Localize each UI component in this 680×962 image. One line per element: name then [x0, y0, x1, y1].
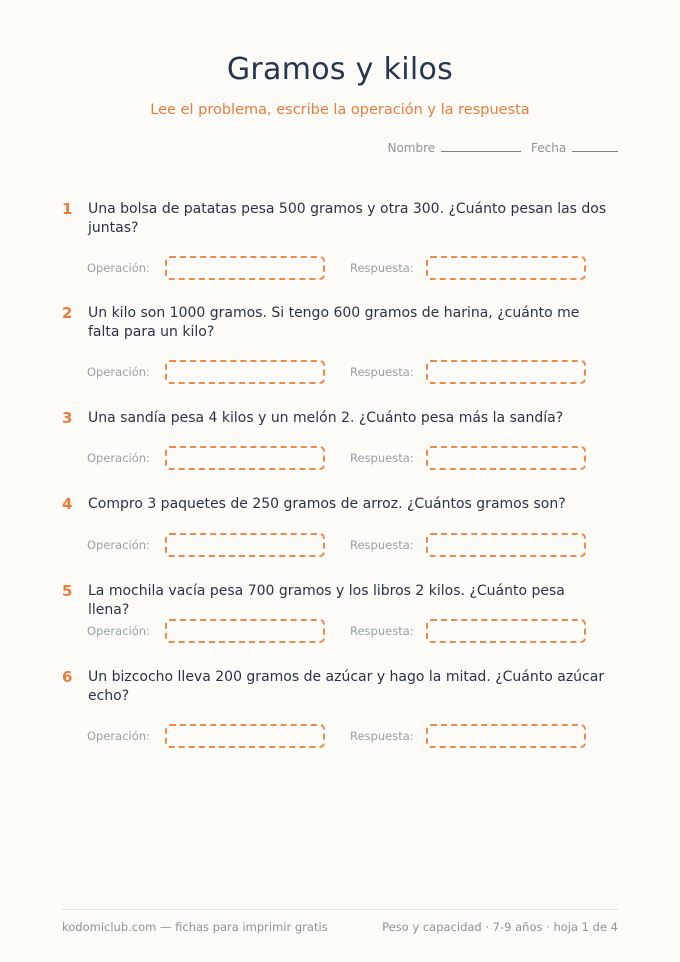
operation-box[interactable] [165, 533, 325, 557]
footer-page-info: Peso y capacidad · 7-9 años · hoja 1 de 4 [382, 920, 618, 934]
answer-box[interactable] [426, 256, 586, 280]
problem-text: Una bolsa de patatas pesa 500 gramos y otra 300. ¿Cuánto pesan las dos juntas? [88, 201, 607, 236]
problem-text: Una sandía pesa 4 kilos y un melón 2. ¿Cuánto pesa más la sandía? [88, 410, 564, 426]
answer-row [87, 724, 586, 748]
answer-box[interactable] [426, 533, 586, 557]
problem-number: 3 [62, 409, 73, 427]
problem-number: 6 [62, 668, 73, 686]
date-field[interactable] [531, 139, 618, 155]
operation-label: Operación: [87, 451, 150, 465]
footer-divider [62, 909, 618, 910]
operation-box[interactable] [165, 446, 325, 470]
footer-site: kodomiclub.com — fichas para imprimir gratis [62, 920, 328, 934]
answer-row [87, 360, 586, 384]
problem-text: Compro 3 paquetes de 250 gramos de arroz. ¿Cuántos gramos son? [88, 496, 566, 512]
problem-text: Un bizcocho lleva 200 gramos de azúcar y hago la mitad. ¿Cuánto azúcar echo? [88, 669, 605, 704]
problem-number: 2 [62, 304, 73, 322]
answer-box[interactable] [426, 619, 586, 643]
name-label: Nombre [387, 141, 436, 155]
problem-number: 5 [62, 582, 73, 600]
answer-row [87, 619, 586, 643]
answer-row [87, 256, 586, 280]
date-label: Fecha [530, 141, 567, 155]
date-line [572, 139, 618, 152]
name-date-row [387, 139, 618, 155]
operation-label: Operación: [87, 261, 150, 275]
page-subtitle: Lee el problema, escribe la operación y la respuesta [150, 102, 530, 118]
answer-box[interactable] [426, 724, 586, 748]
operation-label: Operación: [87, 538, 150, 552]
answer-box[interactable] [426, 446, 586, 470]
operation-label: Operación: [87, 624, 150, 638]
answer-row [87, 533, 586, 557]
operation-box[interactable] [165, 724, 325, 748]
operation-box[interactable] [165, 256, 325, 280]
answer-row [87, 446, 586, 470]
problem-number: 4 [62, 495, 73, 513]
problem-text: La mochila vacía pesa 700 gramos y los libros 2 kilos. ¿Cuánto pesa llena? [88, 583, 565, 618]
answer-label: Respuesta: [350, 261, 414, 275]
operation-label: Operación: [87, 729, 150, 743]
answer-label: Respuesta: [350, 365, 414, 379]
answer-box[interactable] [426, 360, 586, 384]
problem-text: Un kilo son 1000 gramos. Si tengo 600 gramos de harina, ¿cuánto me falta para un kilo? [88, 305, 580, 340]
answer-label: Respuesta: [350, 729, 414, 743]
name-field[interactable] [387, 139, 521, 155]
operation-box[interactable] [165, 360, 325, 384]
problem-number: 1 [62, 200, 73, 218]
page-title: Gramos y kilos [226, 52, 454, 87]
answer-label: Respuesta: [350, 538, 414, 552]
answer-label: Respuesta: [350, 451, 414, 465]
operation-box[interactable] [165, 619, 325, 643]
name-line [441, 139, 521, 152]
answer-label: Respuesta: [350, 624, 414, 638]
operation-label: Operación: [87, 365, 150, 379]
